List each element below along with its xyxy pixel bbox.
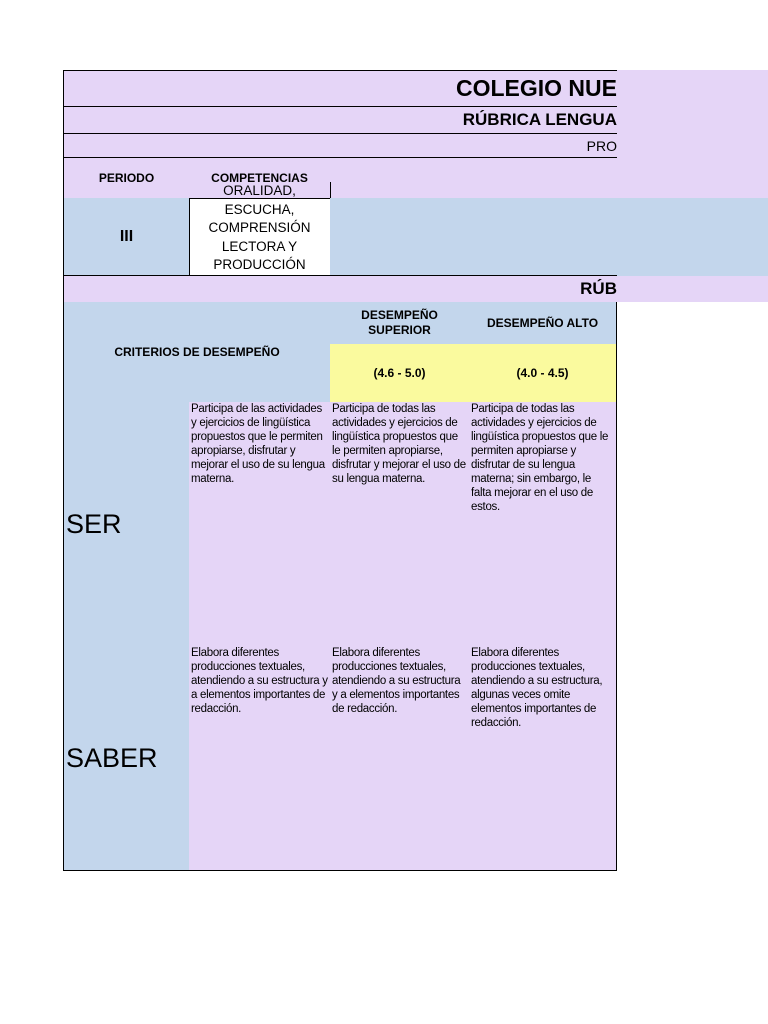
- rubric-section-title: RÚB: [63, 276, 617, 303]
- dimension-ser: SER: [63, 402, 190, 647]
- periodo-value: III: [63, 198, 190, 276]
- periodo-label: PERIODO: [63, 158, 190, 199]
- level-superior-range: (4.6 - 5.0): [330, 344, 470, 403]
- ser-base-criterion: Participa de las actividades y ejercicios de lingüística propuestos que le permiten apropiarse, disfrutar y mejorar el uso de su lengua materna.: [189, 402, 331, 647]
- level-superior-name: DESEMPEÑO SUPERIOR: [330, 302, 470, 345]
- program-title: PRO: [63, 134, 617, 158]
- rubric-title: RÚBRICA LENGUA: [63, 107, 617, 134]
- criteria-label: CRITERIOS DE DESEMPEÑO: [63, 302, 331, 403]
- competencias-label: COMPETENCIAS: [189, 158, 331, 199]
- saber-alto-criterion: Elabora diferentes producciones textuales, atendiendo a su estructura, algunas veces omite elementos importantes de redacción.: [469, 646, 617, 871]
- info-extension: [617, 198, 768, 276]
- ser-superior-criterion: Participa de todas las actividades y ejercicios de lingüística propuestos que le permiten apropiarse, disfrutar y mejorar el uso de su lengua materna.: [330, 402, 470, 647]
- info-value-blank: [330, 198, 617, 276]
- ser-alto-criterion: Participa de todas las actividades y ejercicios de lingüística propuestos que le permiten apropiarse y disfrutar de su lengua materna; sin embargo, le falta mejorar en el uso de estos.: [469, 402, 617, 647]
- competencias-value: ORALIDAD, ESCUCHA, COMPRENSIÓN LECTORA Y PRODUCCIÓN: [189, 182, 331, 276]
- saber-superior-criterion: Elabora diferentes producciones textuales, atendiendo a su estructura y a elementos importantes de redacción.: [330, 646, 470, 871]
- saber-base-criterion: Elabora diferentes producciones textuales, atendiendo a su estructura y a elementos importantes de redacción.: [189, 646, 331, 871]
- level-alto-range: (4.0 - 4.5): [469, 344, 617, 403]
- info-label-blank: [330, 158, 617, 199]
- rubric-title-extension: [617, 276, 768, 302]
- level-alto-name: DESEMPEÑO ALTO: [469, 302, 617, 345]
- header-extension: [617, 70, 768, 158]
- school-title: COLEGIO NUE: [63, 70, 617, 107]
- dimension-saber: SABER: [63, 646, 190, 871]
- header-extension-periodo: [617, 158, 768, 198]
